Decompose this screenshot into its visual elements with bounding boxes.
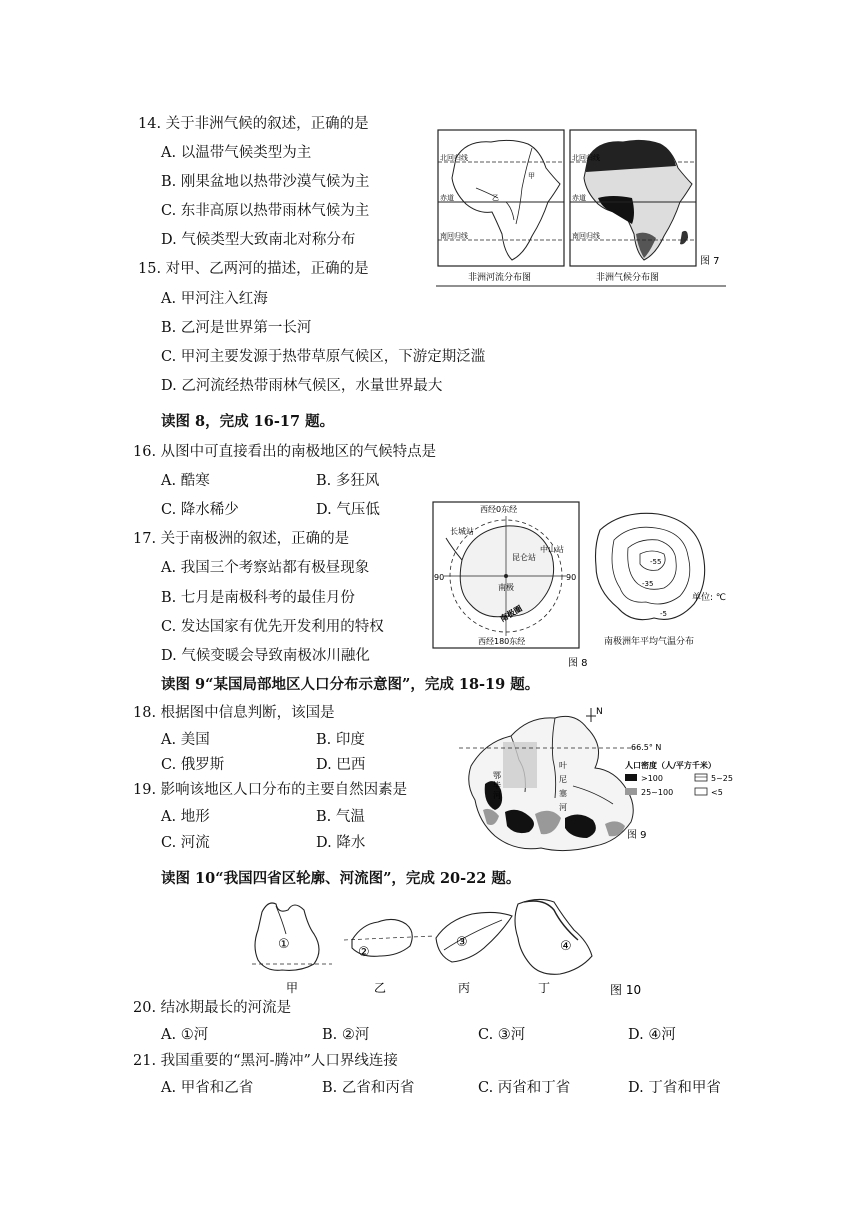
fig9-label: 图 9 — [627, 830, 647, 841]
q17-option-c: C. 发达国家有优先开发利用的特权 — [161, 619, 384, 635]
province-bing: 丙 — [458, 981, 471, 995]
fig8-caption: 南极洲年平均气温分布 — [604, 637, 695, 647]
river-label-bi: 毕 — [493, 781, 501, 790]
equator-label-2: 赤道 — [572, 194, 586, 202]
province-ding: 丁 — [538, 981, 551, 995]
legend-5-25: 5~25 — [711, 774, 733, 783]
q16-stem: 16. 从图中可直接看出的南极地区的气候特点是 — [133, 444, 437, 460]
q20-option-a: A. ①河 — [161, 1027, 209, 1043]
legend-25-100: 25~100 — [641, 788, 674, 797]
river-yi-label: 乙 — [492, 194, 499, 202]
q15-option-a: A. 甲河注入红海 — [161, 291, 268, 307]
south-tropic-label: 南回归线 — [440, 232, 468, 240]
fig9-intro: 读图 9“某国局部地区人口分布示意图”，完成 18-19 题。 — [161, 676, 540, 693]
figure-8-antarctica-maps — [432, 500, 732, 672]
q16-option-b: B. 多狂风 — [316, 473, 380, 489]
kunlun-station-label: 昆仑站 — [512, 553, 536, 562]
isotherm-minus-35: -35 — [642, 580, 654, 588]
great-wall-station-label: 长城站 — [450, 527, 474, 536]
q15-option-b: B. 乙河是世界第一长河 — [161, 320, 312, 336]
q21-option-b: B. 乙省和丙省 — [322, 1080, 415, 1096]
figure-10-province-outlines — [248, 890, 648, 1000]
q14-option-a: A. 以温带气候类型为主 — [161, 145, 312, 161]
south-pole-label: 南极 — [498, 583, 514, 592]
q17-stem: 17. 关于南极洲的叙述，正确的是 — [133, 531, 350, 547]
isotherm-minus-5: -5 — [660, 610, 667, 618]
fig7-label: 图 7 — [700, 256, 720, 267]
north-tropic-label: 北回归线 — [440, 154, 468, 162]
q15-stem: 15. 对甲、乙两河的描述，正确的是 — [138, 261, 369, 277]
q20-stem: 20. 结冰期最长的河流是 — [133, 1000, 292, 1016]
q15-option-d: D. 乙河流经热带雨林气候区，水量世界最大 — [161, 378, 443, 394]
q17-option-d: D. 气候变暖会导致南极冰川融化 — [161, 648, 370, 664]
fig8-label: 图 8 — [568, 658, 588, 669]
longitude-90-west: 90 — [434, 573, 445, 582]
q19-option-b: B. 气温 — [316, 809, 365, 825]
fig10-label: 图 10 — [610, 983, 642, 997]
fig7-left-caption: 非洲河流分布图 — [468, 273, 532, 283]
q17-option-a: A. 我国三个考察站都有极昼现象 — [161, 560, 370, 576]
river-label-ni: 尼 — [559, 775, 567, 784]
q19-option-a: A. 地形 — [161, 809, 210, 825]
fig7-right-caption: 非洲气候分布图 — [596, 273, 660, 283]
river-label-he2: 河 — [559, 803, 567, 812]
river-label-he: 河 — [493, 791, 501, 800]
legend-lt5: <5 — [711, 788, 723, 797]
q19-option-c: C. 河流 — [161, 835, 210, 851]
q14-option-c: C. 东非高原以热带雨林气候为主 — [161, 203, 370, 219]
q16-option-d: D. 气压低 — [316, 502, 380, 518]
q20-option-c: C. ③河 — [478, 1027, 526, 1043]
river-label-sai: 塞 — [559, 789, 567, 798]
q14-option-d: D. 气候类型大致南北对称分布 — [161, 232, 356, 248]
q20-option-d: D. ④河 — [628, 1027, 676, 1043]
meridian-180-label: 西经180东经 — [478, 637, 526, 646]
q18-stem: 18. 根据图中信息判断，该国是 — [133, 705, 335, 721]
q16-option-c: C. 降水稀少 — [161, 502, 239, 518]
river-jia-label: 甲 — [528, 172, 535, 180]
province-jia: 甲 — [286, 981, 299, 995]
q21-stem: 21. 我国重要的“黑河-腾冲”人口界线连接 — [133, 1053, 398, 1069]
isotherm-minus-55: -55 — [650, 558, 662, 566]
south-tropic-label-2: 南回归线 — [572, 232, 600, 240]
q19-stem: 19. 影响该地区人口分布的主要自然因素是 — [133, 782, 408, 798]
figure-7-africa-maps — [436, 128, 728, 288]
legend-title: 人口密度（人/平方千米） — [625, 761, 716, 770]
unit-label: 单位: ℃ — [692, 593, 727, 603]
north-tropic-label-2: 北回归线 — [572, 154, 600, 162]
q17-option-b: B. 七月是南极科考的最佳月份 — [161, 590, 355, 606]
longitude-90-east: 90 — [566, 573, 577, 582]
q21-option-a: A. 甲省和乙省 — [161, 1080, 254, 1096]
zhongshan-station-label: 中山站 — [540, 545, 564, 554]
north-label: N — [596, 707, 603, 717]
antarctic-circle-label: 南极圈 — [498, 603, 524, 624]
equator-label: 赤道 — [440, 194, 454, 202]
figure-9-population-map — [455, 706, 770, 866]
q16-option-a: A. 酷寒 — [161, 473, 210, 489]
q14-stem: 14. 关于非洲气候的叙述，正确的是 — [138, 116, 369, 132]
q18-option-a: A. 美国 — [161, 732, 210, 748]
latitude-label: 66.5° N — [631, 743, 662, 752]
q18-option-d: D. 巴西 — [316, 757, 366, 773]
q18-option-b: B. 印度 — [316, 732, 365, 748]
q21-option-c: C. 丙省和丁省 — [478, 1080, 571, 1096]
fig8-intro: 读图 8，完成 16-17 题。 — [161, 413, 335, 430]
q18-option-c: C. 俄罗斯 — [161, 757, 225, 773]
river-label-e: 鄂 — [493, 771, 501, 780]
q19-option-d: D. 降水 — [316, 835, 366, 851]
marker-2: ② — [358, 945, 370, 960]
river-label-ye: 叶 — [559, 761, 567, 770]
legend-gt100: >100 — [641, 774, 663, 783]
province-yi: 乙 — [374, 981, 387, 995]
q14-option-b: B. 刚果盆地以热带沙漠气候为主 — [161, 174, 370, 190]
q15-option-c: C. 甲河主要发源于热带草原气候区，下游定期泛滥 — [161, 349, 486, 365]
marker-3: ③ — [456, 935, 468, 950]
marker-4: ④ — [560, 939, 572, 954]
meridian-0-label: 西经0东经 — [480, 505, 518, 514]
marker-1: ① — [278, 937, 290, 952]
fig10-intro: 读图 10“我国四省区轮廓、河流图”，完成 20-22 题。 — [161, 870, 521, 887]
q21-option-d: D. 丁省和甲省 — [628, 1080, 721, 1096]
q20-option-b: B. ②河 — [322, 1027, 370, 1043]
